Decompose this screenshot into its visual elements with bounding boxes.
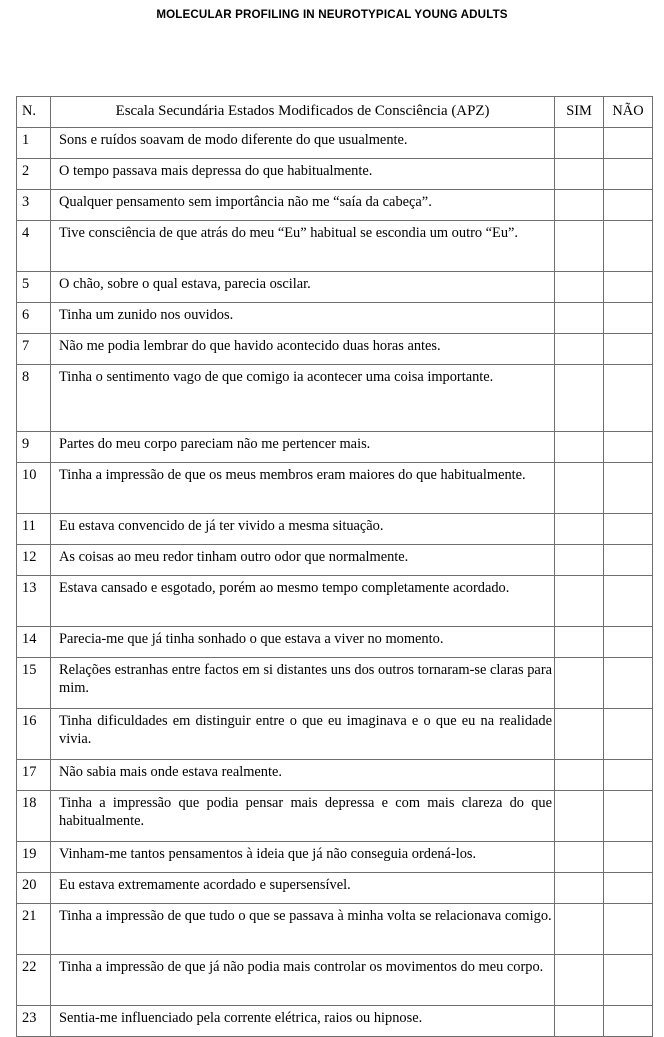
row-statement: Vinham-me tantos pensamentos à ideia que já não conseguia ordená-los. (51, 842, 555, 873)
row-number: 23 (17, 1006, 51, 1037)
row-number: 1 (17, 128, 51, 159)
row-statement: Não me podia lembrar do que havido acontecido duas horas antes. (51, 334, 555, 365)
answer-cell-no[interactable] (604, 627, 653, 658)
row-number: 2 (17, 159, 51, 190)
column-header-no: NÃO (604, 97, 653, 128)
table-row (17, 760, 653, 791)
answer-cell-no[interactable] (604, 955, 653, 1006)
column-header-number: N. (17, 97, 51, 128)
row-statement: Parecia-me que já tinha sonhado o que estava a viver no momento. (51, 627, 555, 658)
answer-cell-no[interactable] (604, 545, 653, 576)
row-statement: Tinha a impressão de que tudo o que se passava à minha volta se relacionava comigo. (51, 904, 555, 955)
row-number: 20 (17, 873, 51, 904)
row-number: 6 (17, 303, 51, 334)
answer-cell-yes[interactable] (555, 159, 604, 190)
answer-cell-yes[interactable] (555, 791, 604, 842)
answer-cell-no[interactable] (604, 159, 653, 190)
answer-cell-no[interactable] (604, 904, 653, 955)
page-title: MOLECULAR PROFILING IN NEUROTYPICAL YOUNG ADULTS (156, 8, 508, 21)
answer-cell-yes[interactable] (555, 272, 604, 303)
table-row (17, 334, 653, 365)
table-row (17, 432, 653, 463)
row-number: 14 (17, 627, 51, 658)
row-statement: Tinha o sentimento vago de que comigo ia acontecer uma coisa importante. (51, 365, 555, 432)
answer-cell-yes[interactable] (555, 463, 604, 514)
row-number: 22 (17, 955, 51, 1006)
table-row (17, 955, 653, 1006)
answer-cell-no[interactable] (604, 791, 653, 842)
row-statement: Tinha um zunido nos ouvidos. (51, 303, 555, 334)
answer-cell-yes[interactable] (555, 365, 604, 432)
answer-cell-no[interactable] (604, 658, 653, 709)
table-row (17, 272, 653, 303)
row-number: 7 (17, 334, 51, 365)
row-statement: Tinha a impressão que podia pensar mais depressa e com mais clareza do que habitualmente. (51, 791, 555, 842)
row-number: 8 (17, 365, 51, 432)
table-row (17, 221, 653, 272)
answer-cell-no[interactable] (604, 190, 653, 221)
answer-cell-no[interactable] (604, 873, 653, 904)
row-statement: Eu estava convencido de já ter vivido a mesma situação. (51, 514, 555, 545)
answer-cell-no[interactable] (604, 365, 653, 432)
row-statement: Sons e ruídos soavam de modo diferente do que usualmente. (51, 128, 555, 159)
column-header-yes: SIM (555, 97, 604, 128)
row-statement: Tinha a impressão de que os meus membros eram maiores do que habitualmente. (51, 463, 555, 514)
table-row (17, 873, 653, 904)
answer-cell-yes[interactable] (555, 760, 604, 791)
row-number: 3 (17, 190, 51, 221)
row-statement: Tive consciência de que atrás do meu “Eu” habitual se escondia um outro “Eu”. (51, 221, 555, 272)
answer-cell-no[interactable] (604, 272, 653, 303)
row-statement: Não sabia mais onde estava realmente. (51, 760, 555, 791)
row-statement: Tinha a impressão de que já não podia mais controlar os movimentos do meu corpo. (51, 955, 555, 1006)
answer-cell-yes[interactable] (555, 904, 604, 955)
answer-cell-yes[interactable] (555, 709, 604, 760)
row-number: 12 (17, 545, 51, 576)
answer-cell-no[interactable] (604, 709, 653, 760)
table-row (17, 791, 653, 842)
row-number: 10 (17, 463, 51, 514)
answer-cell-no[interactable] (604, 576, 653, 627)
table-row (17, 709, 653, 760)
table-row (17, 658, 653, 709)
answer-cell-no[interactable] (604, 303, 653, 334)
row-statement: Estava cansado e esgotado, porém ao mesmo tempo completamente acordado. (51, 576, 555, 627)
row-number: 21 (17, 904, 51, 955)
answer-cell-yes[interactable] (555, 545, 604, 576)
answer-cell-yes[interactable] (555, 514, 604, 545)
answer-cell-no[interactable] (604, 432, 653, 463)
answer-cell-yes[interactable] (555, 190, 604, 221)
table-row (17, 159, 653, 190)
row-number: 11 (17, 514, 51, 545)
answer-cell-no[interactable] (604, 1006, 653, 1037)
row-number: 19 (17, 842, 51, 873)
answer-cell-yes[interactable] (555, 432, 604, 463)
table-row (17, 576, 653, 627)
table-row (17, 128, 653, 159)
answer-cell-yes[interactable] (555, 873, 604, 904)
table-row (17, 514, 653, 545)
answer-cell-yes[interactable] (555, 576, 604, 627)
answer-cell-no[interactable] (604, 128, 653, 159)
row-statement: Tinha dificuldades em distinguir entre o que eu imaginava e o que eu na realidade vivia. (51, 709, 555, 760)
row-number: 16 (17, 709, 51, 760)
answer-cell-yes[interactable] (555, 128, 604, 159)
row-statement: Qualquer pensamento sem importância não me “saía da cabeça”. (51, 190, 555, 221)
answer-cell-yes[interactable] (555, 1006, 604, 1037)
table-row (17, 627, 653, 658)
row-number: 15 (17, 658, 51, 709)
answer-cell-no[interactable] (604, 760, 653, 791)
row-number: 13 (17, 576, 51, 627)
table-row (17, 463, 653, 514)
row-number: 18 (17, 791, 51, 842)
answer-cell-no[interactable] (604, 463, 653, 514)
table-row (17, 190, 653, 221)
table-row (17, 1006, 653, 1037)
answer-cell-yes[interactable] (555, 334, 604, 365)
row-number: 9 (17, 432, 51, 463)
row-statement: As coisas ao meu redor tinham outro odor que normalmente. (51, 545, 555, 576)
row-statement: Partes do meu corpo pareciam não me pertencer mais. (51, 432, 555, 463)
answer-cell-no[interactable] (604, 334, 653, 365)
table-row (17, 545, 653, 576)
table-row (17, 904, 653, 955)
table-body (17, 97, 653, 1037)
row-statement: Sentia-me influenciado pela corrente elétrica, raios ou hipnose. (51, 1006, 555, 1037)
table-row (17, 842, 653, 873)
row-statement: O tempo passava mais depressa do que habitualmente. (51, 159, 555, 190)
answer-cell-yes[interactable] (555, 303, 604, 334)
row-statement: Eu estava extremamente acordado e supersensível. (51, 873, 555, 904)
row-statement: O chão, sobre o qual estava, parecia oscilar. (51, 272, 555, 303)
answer-cell-no[interactable] (604, 514, 653, 545)
row-number: 5 (17, 272, 51, 303)
table-row (17, 303, 653, 334)
answer-cell-yes[interactable] (555, 658, 604, 709)
answer-cell-no[interactable] (604, 221, 653, 272)
row-number: 4 (17, 221, 51, 272)
table-row (17, 365, 653, 432)
column-header-scale: Escala Secundária Estados Modificados de Consciência (APZ) (51, 97, 555, 128)
row-number: 17 (17, 760, 51, 791)
answer-cell-yes[interactable] (555, 955, 604, 1006)
row-statement: Relações estranhas entre factos em si distantes uns dos outros tornaram-se claras para mim. (51, 658, 555, 709)
answer-cell-yes[interactable] (555, 627, 604, 658)
answer-cell-yes[interactable] (555, 842, 604, 873)
answer-cell-yes[interactable] (555, 221, 604, 272)
apz-scale-table (16, 96, 653, 1037)
answer-cell-no[interactable] (604, 842, 653, 873)
table-header-row (17, 97, 653, 128)
